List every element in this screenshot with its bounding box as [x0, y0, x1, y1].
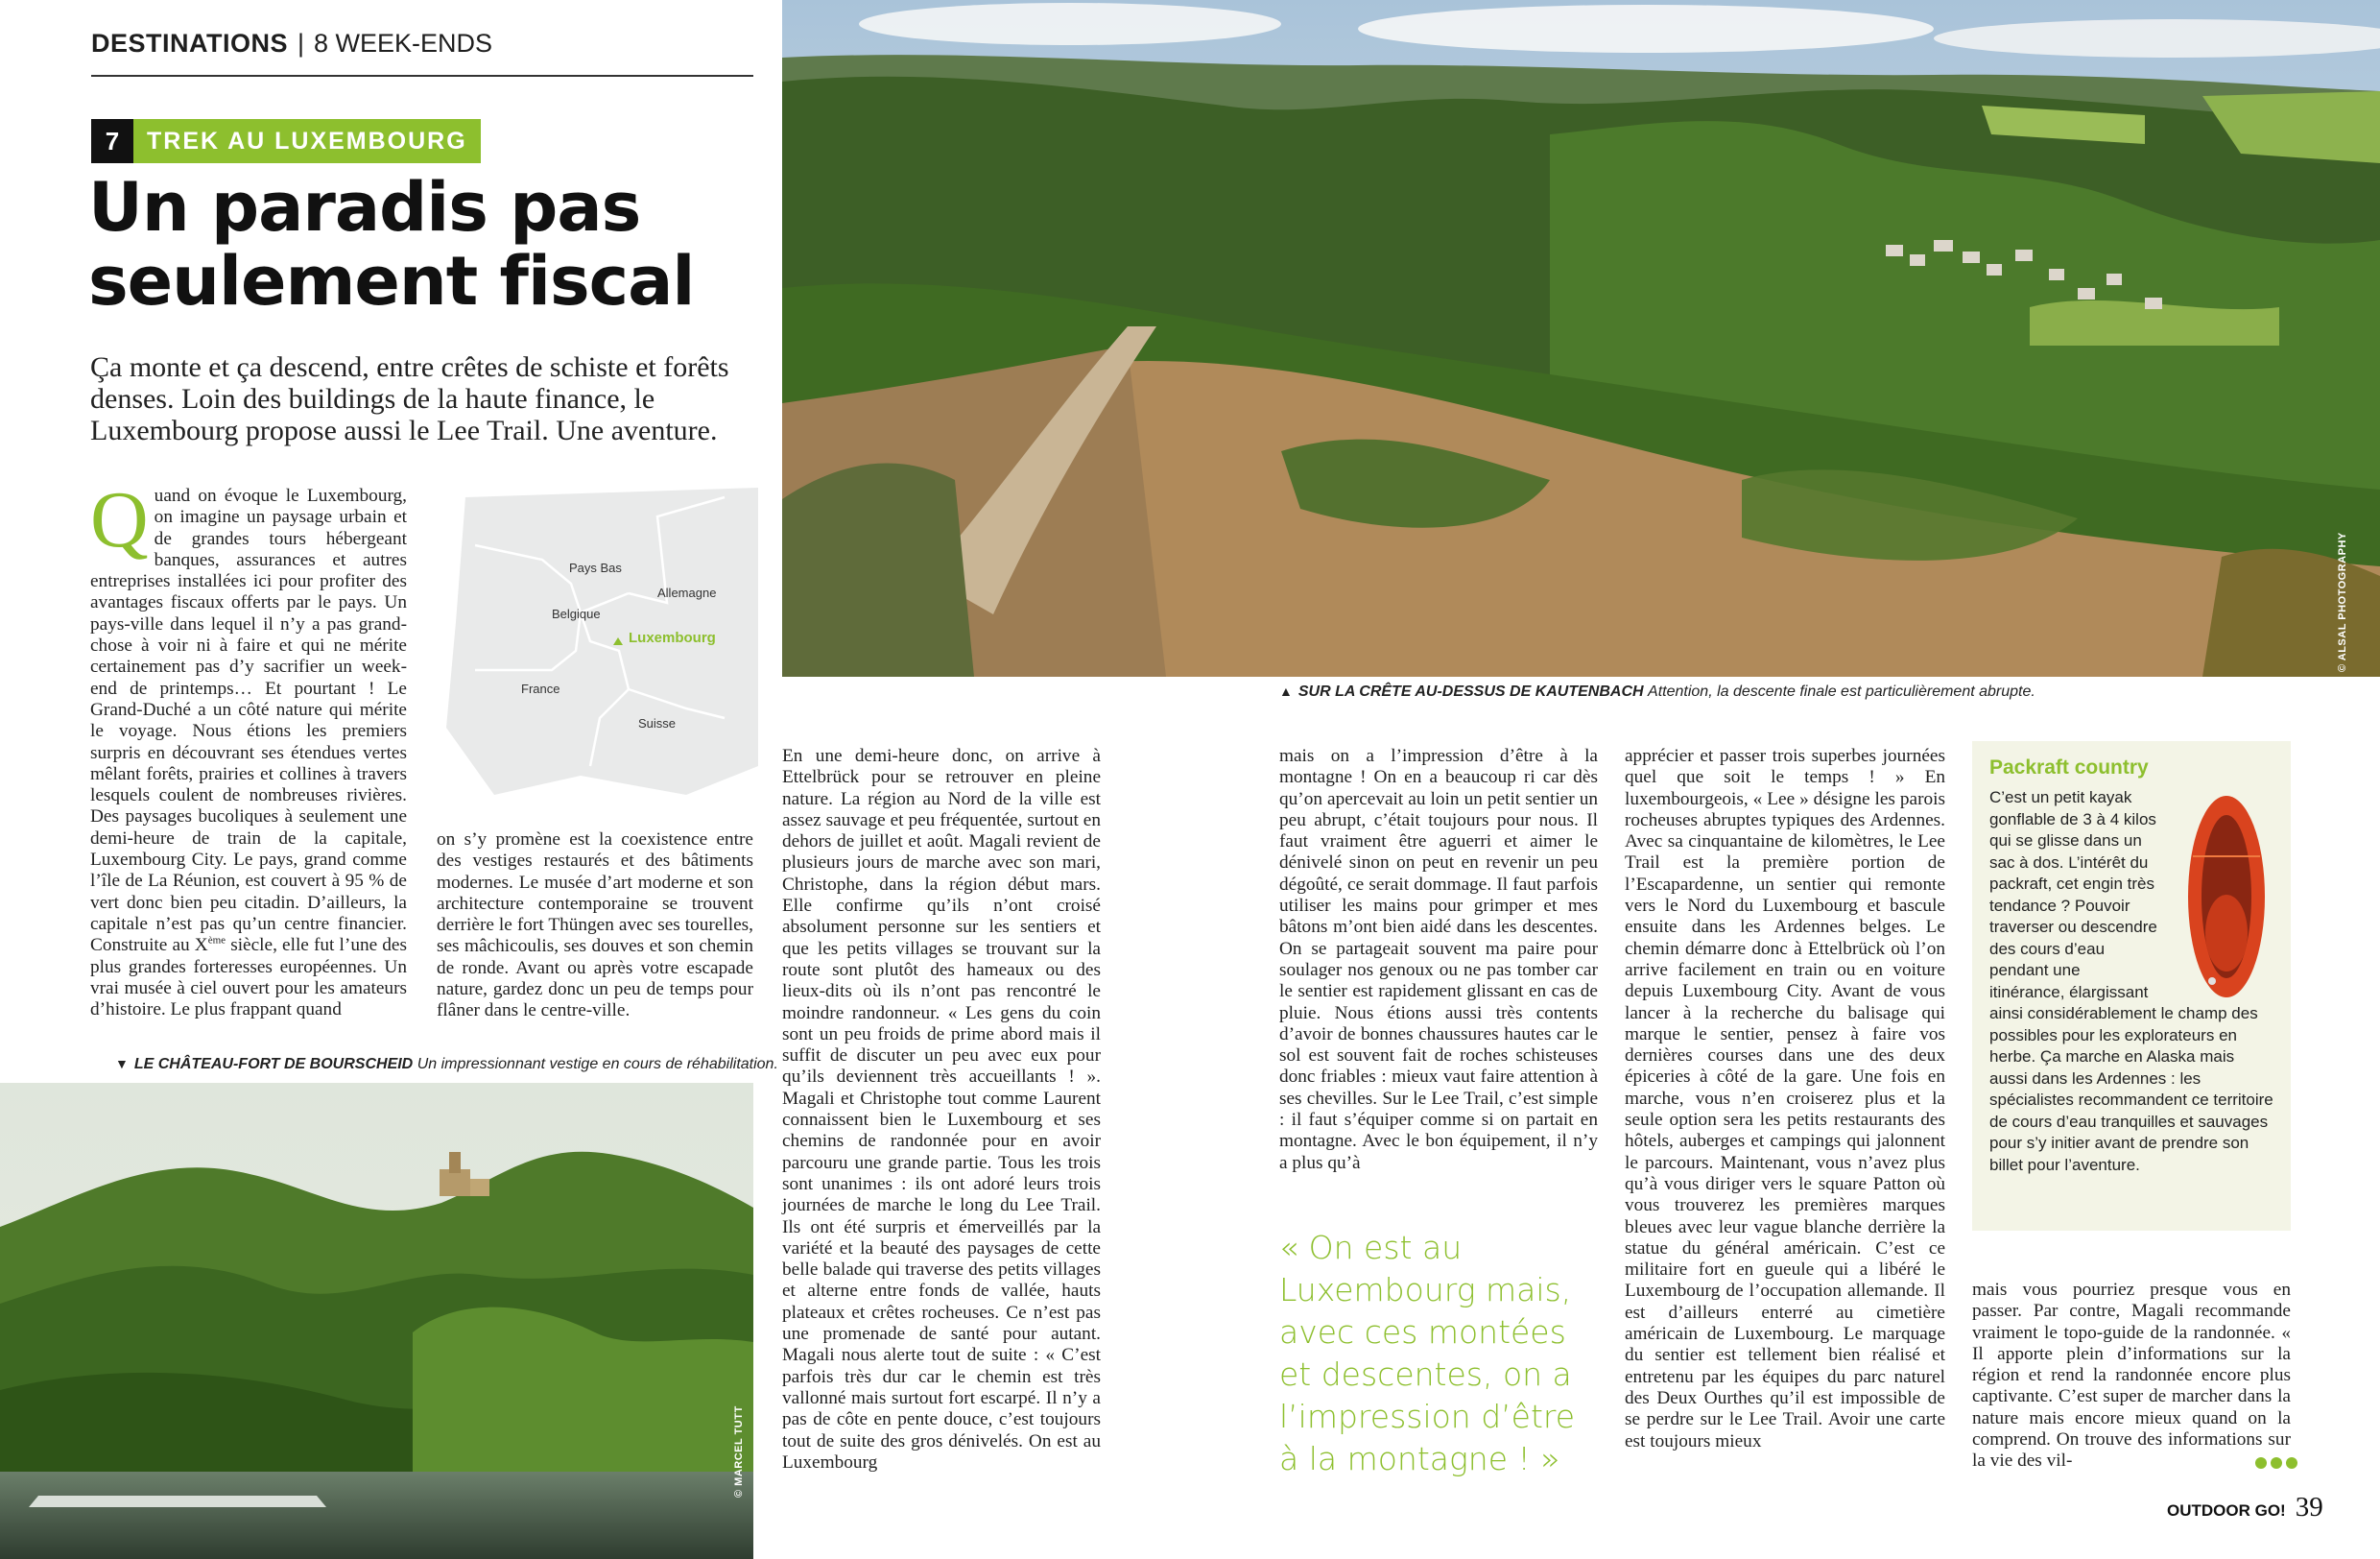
dot — [2286, 1457, 2297, 1469]
section-subtitle: 8 WEEK-ENDS — [314, 29, 493, 58]
map-graphic — [437, 478, 758, 824]
magazine-name: OUTDOOR GO! — [2167, 1501, 2286, 1520]
page-footer — [2167, 1492, 2323, 1523]
map-label-france: France — [521, 682, 560, 696]
caption-bottom-head: LE CHÂTEAU-FORT DE BOURSCHEID — [133, 1056, 414, 1072]
map-label-luxembourg: Luxembourg — [629, 630, 716, 646]
packraft-image — [2174, 789, 2279, 1005]
caption-arrow-down-icon: ▼ — [115, 1056, 129, 1071]
text-column-5 — [1625, 746, 1945, 1452]
sidebar-text: C’est un petit kayak gonflable de 3 à 4 kilos qui se glisse dans un sac à dos. L’intérêt du packraft, cet engin très tendance ? Pouvoir traverser ou descendre des cours d’eau pendant une itinérance, élargissant ainsi considérablement le champ des possibles pour les explorateurs en herbe. Ça marche en Alaska mais aussi dans les Ardennes : les spécialistes recommandent ce territoire de cours d’eau tranquilles et sauvages pour s’y initier avant de prendre son billet pour l’aventure. — [1989, 788, 2273, 1174]
text-column-3 — [782, 746, 1101, 1474]
caption-top-text: Attention, la descente finale est particulièrement abrupte. — [1648, 684, 2035, 700]
kicker-label: TREK AU LUXEMBOURG — [133, 119, 481, 163]
article-standfirst: Ça monte et ça descend, entre crêtes de schiste et forêts denses. Loin des buildings de la haute finance, le Luxembourg propose aussi le Lee Trail. Une aventure. — [90, 351, 729, 446]
article-headline — [88, 168, 760, 321]
caption-bottom-text: Un impressionnant vestige en cours de réhabilitation. — [416, 1056, 778, 1072]
pull-quote: « On est au Luxembourg mais, avec ces montées et descentes, on a l’impression d’être à la montagne ! » — [1279, 1229, 1576, 1477]
col4-paragraph: mais on a l’impression d’être à la montagne ! On en a beaucoup ri car dès qu’on apercevait au loin un petit sentier un peu abrupt, c’était toujours pour nous. Il faut vraiment être aguerri et aimer le dénivelé sinon on peut en revenir un peu dégoûté, ce serait dommage. Il faut parfois utiliser les mains pour grimper et mes bâtons m’ont bien aidé dans les descentes. On se partageait souvent ma paire pour soulager nos genoux ou ne pas tomber car le sentier est rapidement glissant en cas de pluie. Nous étions aussi très contents d’avoir de bonnes chaussures hautes car le sol est souvent fait de roches schisteuses donc friables : mieux vaut faire attention à ses chevilles. Sur le Lee Trail, c’est simple : il faut s’équiper comme si on partait en montagne. Avec le bon équipement, il n’y a plus qu’à — [1279, 746, 1598, 1173]
col1-superscript: ème — [207, 934, 226, 947]
article-kicker — [91, 119, 481, 163]
credit-bottom-photo: © MARCEL TUTT — [733, 1405, 745, 1498]
section-separator: | — [298, 29, 305, 58]
text-column-4 — [1279, 746, 1598, 1174]
caption-bottom-photo — [115, 1056, 778, 1073]
photo-castle-bourscheid — [0, 1083, 753, 1559]
caption-arrow-up-icon: ▲ — [1279, 684, 1293, 699]
dot — [2271, 1457, 2282, 1469]
credit-top-photo: © ALSAL PHOTOGRAPHY — [2337, 532, 2348, 672]
castle-photo-graphic — [0, 1083, 753, 1559]
col1-paragraph — [90, 475, 407, 1020]
section-header — [91, 29, 753, 77]
text-column-2 — [437, 829, 753, 1022]
continuation-dots-icon — [2255, 1457, 2297, 1469]
kicker-number: 7 — [91, 119, 133, 163]
caption-top-head: SUR LA CRÊTE AU-DESSUS DE KAUTENBACH — [1297, 684, 1644, 700]
locator-map — [437, 478, 758, 824]
ridge-photo-graphic — [782, 0, 2380, 677]
caption-top-photo — [1279, 684, 2035, 701]
map-label-belgique: Belgique — [552, 607, 601, 621]
col1-text-b: siècle, elle fut l’une des plus grandes forteresses européennes. Un vrai musée à ciel ouvert pour les amateurs d’histoire. Le plus frappant quand — [90, 935, 407, 1020]
col5-paragraph: apprécier et passer trois superbes journées quel que soit le temps ! » En luxembourgeois, « Lee » désigne les parois rocheuses abruptes typiques des Ardennes. Avec sa cinquantaine de kilomètres, le Lee Trail est la première portion de l’Escapardenne, un sentier qui remonte vers le Nord du Luxembourg et bascule ensuite dans les Ardennes belges. Le chemin démarre donc à Ettelbrück où l’on arrive facilement en train ou en voiture depuis Luxembourg City. Avant de vous lancer à la recherche du balisage qui marque le sentier, pensez à faire vos dernières courses dans une des deux épiceries à côté de la gare. Une fois en marche, vous n’en croiserez plus et la seule option sera les petits restaurants des hôtels, auberges et campings qui jalonnent le parcours. Maintenant, vous n’avez plus qu’à vous diriger vers le square Patton où vous trouverez les premières marques bleues avec leur vague blanche derrière la statue du général américain. C’est ce militaire fort en gueule qui a libéré le Luxembourg de l’occupation allemande. Il est d’ailleurs enterré au cimetière américain de Luxembourg. Le marquage du sentier est tellement bien réalisé et entretenu par les équipes du parc naturel des Deux Ourthes qu’il est impossible de se perdre sur le Lee Trail. Avoir une carte est toujours mieux — [1625, 746, 1945, 1451]
text-column-1 — [90, 475, 407, 1020]
headline-line-1: Un paradis pas — [88, 168, 641, 247]
col3-paragraph: En une demi-heure donc, on arrive à Ettelbrück pour se retrouver en pleine nature. La région au Nord de la ville est assez sauvage et peu fréquentée, surtout en dehors de juillet et août. Magali revient de plusieurs jours de marche avec son mari, Christophe, dans la région début mars. Elle confirme qu’ils n’ont croisé absolument personne sur les sentiers et que les petits villages se trouvant sur la route sont plutôt des hameaux ou des lieux-dits où ils n’ont pas rencontré le moindre randonneur. « Les gens du coin sont un peu froids de prime abord mais il suffit de discuter un peu avec eux pour qu’ils deviennent très accueillants ! ». Magali et Christophe tout comme Laurent connaissent bien le Luxembourg et ses chemins de randonnée pour en avoir parcouru une grande partie. Tous les trois sont unanimes : ils ont adoré leurs trois journées de marche le long du Lee Trail. Ils ont été surpris et émerveillés par la variété et la beauté des paysages de cette belle balade qui traverse des petits villages et alterne entre fonds de vallée, hauts plateaux et crêtes rocheuses. Ce n’est pas une promenade de santé pour autant. Magali nous alerte tout de suite : « C’est parfois très dur car le chemin est très vallonné mais surtout fort escarpé. Il n’y a pas de côte en pente douce, c’est toujours tout de suite des gros dénivelés. On est au Luxembourg — [782, 746, 1101, 1473]
col6-paragraph: mais vous pourriez presque vous en passer. Par contre, Magali recommande vraiment le topo-guide de la randonnée. « Il apporte plein d’informations sur la région et rend la randonnée encore plus captivante. C’est super de marcher dans la nature mais encore mieux quand on la comprend. On trouve des informations sur la vie des vil- — [1972, 1280, 2291, 1472]
dot — [2255, 1457, 2267, 1469]
page-number: 39 — [2295, 1492, 2323, 1523]
map-label-pays-bas: Pays Bas — [569, 561, 622, 575]
section-name: DESTINATIONS — [91, 29, 289, 58]
photo-ridge-kautenbach — [782, 0, 2380, 677]
map-label-suisse: Suisse — [638, 716, 677, 731]
col1-text-a: uand on évoque le Luxembourg, on imagine un paysage urbain et de grandes tours hébergeant banques, assurances et autres entreprises installées ici pour profiter des avantages fiscaux offerts par le pays. Un pays-ville dans lequel il n’y a pas grand-chose à voir ni à faire et qui ne mérite certainement pas d’y sacrifier un week-end de printemps… Et pourtant ! Le Grand-Duché a un côté nature qui mérite le voyage. Nous étions les premiers surpris en découvrant ses étendues vertes mêlant forêts, prairies et collines à travers lesquels coulent de nombreuses rivières. Des paysages bucoliques à seulement une demi-heure de train de la capitale, Luxembourg City. Le pays, grand comme l’île de La Réunion, est couvert à 95 % de vert donc bien peu citadin. D’ailleurs, la capitale n’est pas qu’un centre financier. Construite au X — [90, 486, 407, 956]
headline-line-2: seulement fiscal — [88, 242, 695, 321]
map-label-allemagne: Allemagne — [657, 586, 717, 600]
text-column-6 — [1972, 1280, 2291, 1473]
col2-paragraph: on s’y promène est la coexistence entre des vestiges restaurés et des bâtiments modernes. Le musée d’art moderne et son architecture contemporaine se trouvent derrière le fort Thüngen avec ses tourelles, ses mâchicoulis, ses douves et son chemin de ronde. Avant ou après votre escapade nature, gardez donc un peu de temps pour flâner dans le centre-ville. — [437, 829, 753, 1021]
dropcap: Q — [90, 475, 149, 564]
sidebar-title: Packraft country — [1989, 756, 2149, 779]
